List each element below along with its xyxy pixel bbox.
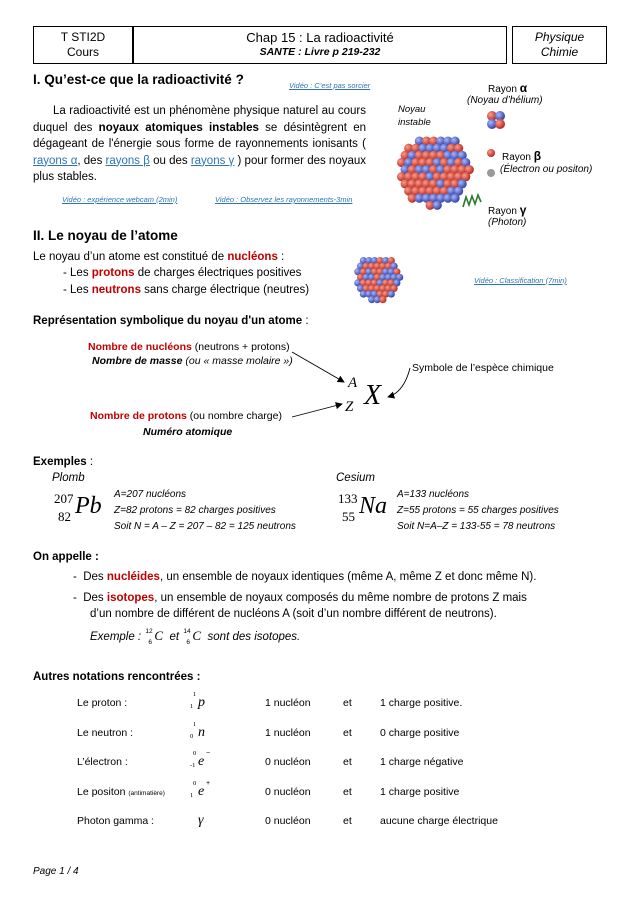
alpha-rays-link[interactable]: rayons α — [33, 154, 78, 167]
notation-row — [77, 691, 547, 721]
et-word: et — [343, 756, 352, 768]
section-2-heading: II. Le noyau de l’atome — [33, 228, 178, 243]
particle-name: Le neutron : — [77, 726, 134, 739]
on-appelle-heading: On appelle : — [33, 551, 99, 563]
notation-row — [77, 809, 547, 839]
et-word: et — [343, 815, 352, 827]
isotopes-definition: - Des isotopes, un ensemble de noyaux composés du même nombre de protons Z mais — [73, 592, 527, 604]
nuclide-symbol-X: X — [364, 380, 382, 411]
particle-symbol: 0 -1 e − — [190, 750, 211, 769]
video-observe-rays-link[interactable]: Vidéo : Observez les rayonnements-3min — [215, 195, 353, 204]
notations-table — [77, 691, 547, 839]
lead-X: Pb — [75, 493, 102, 519]
proton-number-label: Nombre de protons (ou nombre charge) — [90, 410, 282, 422]
et-word: et — [343, 726, 352, 739]
page-subtitle: SANTE : Livre p 219-232 — [259, 46, 381, 58]
isotopes-term: isotopes — [106, 592, 155, 604]
alpha-ray-label: Rayon α — [488, 81, 528, 95]
et-word: et — [343, 785, 352, 798]
isotopes-example: Exemple : 12 6 C et 14 6 C sont des isotopes. — [90, 628, 301, 646]
cesium-A: 133 — [338, 491, 358, 506]
beta-ray-sub: (Électron ou positon) — [500, 164, 593, 175]
section-1-paragraph: La radioactivité est un phénomène physique naturel au cours duquel des noyaux atomiques instables se désintègrent en dégageant de l'énergie sous forme de rayonnements ionisants ( rayons α, des rayons β ou des rayons γ ) pour former des noyaux plus stables. — [33, 105, 367, 183]
nucleus-intro: Le noyau d’un atome est constitué de nucléons : — [33, 251, 285, 263]
video-classification-link[interactable]: Vidéo : Classification (7min) — [474, 276, 567, 285]
cesium-name: Cesium — [336, 472, 375, 484]
nucleon-count: 1 nucléon — [265, 697, 311, 709]
charge-description: 1 charge positive. — [380, 697, 463, 709]
neutrons-term: neutrons — [91, 284, 141, 296]
isotopes-definition-line2: d’un nombre de différent de nucléons A (soit d’un nombre différent de neutrons). — [90, 608, 497, 620]
alpha-ray-sub: (Noyau d’hélium) — [467, 95, 543, 106]
protons-term: protons — [91, 267, 135, 279]
notation-row — [77, 780, 547, 810]
nucleon-count: 0 nucléon — [265, 815, 311, 827]
video-webcam-link[interactable]: Vidéo : expérience webcam (2min) — [62, 195, 178, 204]
arrow-to-A — [292, 352, 344, 382]
lead-A: 207 — [54, 491, 74, 506]
lead-name: Plomb — [52, 472, 85, 484]
symbolic-representation-line: Représentation symbolique du noyau d'un atome : — [33, 315, 309, 327]
charge-description: 1 charge positive — [380, 785, 460, 798]
nucleon-count: 0 nucléon — [265, 785, 311, 798]
video-cest-pas-sorcier-link[interactable]: Vidéo : C’est pas sorcier — [289, 81, 371, 90]
page-title: Chap 15 : La radioactivité — [246, 30, 394, 45]
nucleon-number-label: Nombre de nucléons (neutrons + protons) — [88, 341, 290, 353]
nuclide-symbol-A: A — [348, 375, 358, 391]
nuclides-definition: - Des nucléides, un ensemble de noyaux identiques (même A, même Z et donc même N). — [73, 571, 537, 583]
cesium-Z: 55 — [342, 509, 355, 524]
cesium-details: A=133 nucléons Z=55 protons = 55 charges positives Soit N=A–Z = 133-55 = 78 neutrons — [397, 489, 559, 532]
notation-row — [77, 721, 547, 751]
particle-name: Le positon (antimatière) — [77, 785, 165, 798]
header-subject-2: Chimie — [540, 45, 579, 59]
particle-name: Le proton : — [77, 697, 128, 709]
gamma-ray-label: Rayon γ — [488, 203, 527, 217]
arrow-to-Z — [292, 404, 342, 417]
species-symbol-label: Symbole de l’espèce chimique — [412, 362, 554, 374]
et-word: et — [343, 697, 352, 709]
particle-name: L’électron : — [77, 756, 128, 768]
neutrons-item: - Les neutrons sans charge électrique (neutres) — [63, 284, 310, 296]
protons-item: - Les protons de charges électriques positives — [63, 267, 302, 279]
lead-Z: 82 — [58, 509, 71, 524]
particle-symbol: 1 1 p — [190, 691, 205, 710]
other-notations-heading: Autres notations rencontrées : — [33, 671, 201, 683]
particle-symbol: 0 1 e + — [190, 779, 211, 799]
gamma-ray-sub: (Photon) — [488, 217, 527, 228]
header-class: T STI2D — [60, 30, 106, 44]
lead-details: A=207 nucléons Z=82 protons = 82 charges positives Soit N = A – Z = 207 – 82 = 125 neutrons — [114, 489, 296, 532]
notation-row — [77, 750, 547, 780]
examples-heading: Exemples : — [33, 456, 94, 468]
particle-symbol: 1 0 n — [190, 720, 205, 740]
fig-nucleus-label: Noyau instable — [398, 104, 431, 128]
cesium-X: Na — [359, 493, 388, 519]
header-type: Cours — [66, 45, 99, 59]
charge-description: 0 charge positive — [380, 726, 460, 739]
page-number: Page 1 / 4 — [33, 866, 79, 877]
charge-description: aucune charge électrique — [380, 815, 498, 827]
nucleon-count: 0 nucléon — [265, 756, 311, 768]
beta-rays-link[interactable]: rayons β — [105, 154, 150, 167]
particle-name: Photon gamma : — [77, 815, 155, 827]
header-subject: Physique — [534, 30, 585, 44]
unstable-nuclei-term: noyaux atomiques instables — [98, 121, 259, 134]
charge-description: 1 charge négative — [380, 756, 464, 768]
beta-ray-label: Rayon β — [502, 149, 542, 163]
nuclides-term: nucléides — [106, 571, 160, 583]
mass-number-label: Nombre de masse (ou « masse molaire ») — [92, 355, 293, 367]
atomic-number-label: Numéro atomique — [143, 426, 233, 438]
particle-symbol: γ — [198, 813, 204, 828]
section-1-heading: I. Qu’est-ce que la radioactivité ? — [33, 72, 244, 87]
nucleon-count: 1 nucléon — [265, 726, 311, 739]
arrow-to-X — [388, 368, 410, 397]
nucleons-term: nucléons — [227, 251, 278, 263]
nuclide-symbol-Z: Z — [345, 399, 354, 415]
gamma-rays-link[interactable]: rayons γ — [190, 154, 235, 167]
